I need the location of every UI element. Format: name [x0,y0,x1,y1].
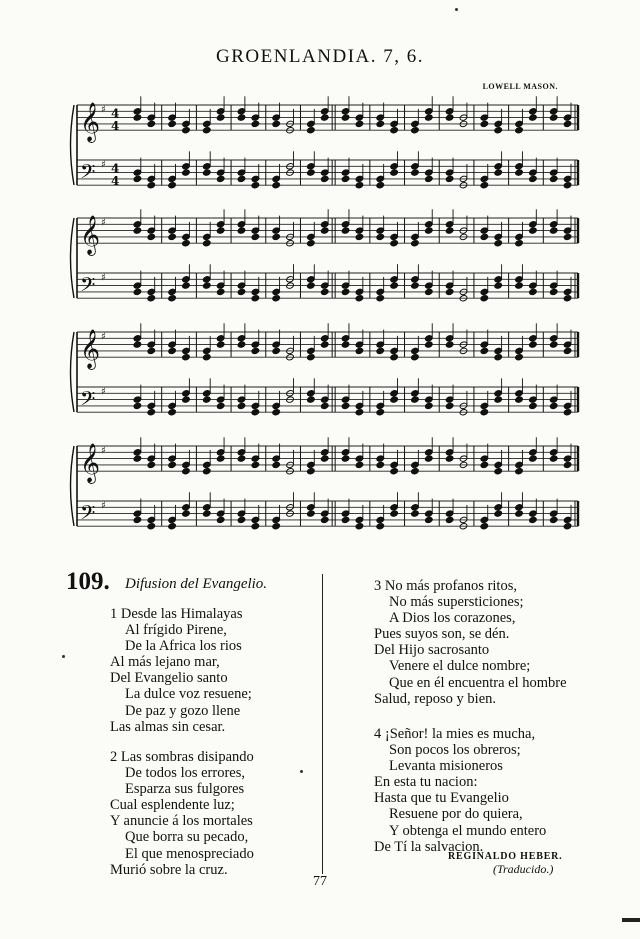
note-head [320,175,329,182]
note-head [216,402,225,409]
note-head [529,402,538,409]
note-head [203,127,212,134]
note-head [307,396,316,403]
verse-line: Las almas sin cesar. [110,718,226,735]
note-head [425,455,434,462]
note-head [168,409,177,416]
sharp-icon: ♯ [101,445,106,457]
note-head [216,175,225,182]
note-head [216,227,225,234]
treble-clef-icon: 𝄞 [80,102,101,143]
note-head [563,295,572,302]
note-head [216,288,225,295]
note-head [203,510,212,517]
note-head [494,169,503,176]
note-head [307,240,316,247]
note-head [480,347,489,354]
note-head [494,354,503,361]
sharp-icon: ♯ [101,217,106,229]
note-head [515,240,524,247]
note-head [272,233,281,240]
note-head [480,409,489,416]
bass-clef-icon: 𝄢 [80,387,96,416]
note-head [216,341,225,348]
verse-line: El que menospreciado [125,845,254,862]
note-head [425,114,434,121]
verse-line: De todos los errores, [125,765,246,782]
note-head [251,347,260,354]
bass-clef-icon: 𝄢 [80,160,96,189]
sharp-icon: ♯ [101,159,106,171]
note-head [203,396,212,403]
note-head [376,233,385,240]
note-head [425,516,434,523]
note-head [307,354,316,361]
author-credit: REGINALDO HEBER. [448,851,563,862]
note-head [320,341,329,348]
sharp-icon: ♯ [101,500,106,512]
note-head [425,227,434,234]
note-head [494,396,503,403]
note-head [168,182,177,189]
verse-line: Al frígido Pirene, [125,622,227,639]
note-head [133,227,142,234]
note-head [425,341,434,348]
note-head [182,240,191,247]
note-head [549,288,558,295]
verse-line: A Dios los corazones, [389,610,516,627]
note-head [320,227,329,234]
note-head [563,409,572,416]
note-head [168,461,177,468]
note-head [320,402,329,409]
note-head [445,402,454,409]
note-head [307,127,316,134]
note-head [182,169,191,176]
sharp-icon: ♯ [101,272,106,284]
note-head [133,114,142,121]
note-head [563,182,572,189]
note-head [147,347,156,354]
note-head [147,409,156,416]
note-head [251,461,260,468]
note-head [529,288,538,295]
note-head [529,114,538,121]
verse-line: Que en él encuentra el hombre [389,674,567,691]
note-head [133,402,142,409]
stanza-2 [110,749,254,878]
note-head [237,114,246,121]
note-head [307,169,316,176]
score-system [71,209,579,302]
note-head [272,347,281,354]
note-head [529,455,538,462]
verse-line: 2 Las sombras disipando [110,749,254,765]
note-head [182,282,191,289]
note-head [480,233,489,240]
note-head [182,396,191,403]
sharp-icon: ♯ [101,331,106,343]
note-head [529,516,538,523]
note-head [147,120,156,127]
note-head [411,510,420,517]
tune-title: GROENLANDIA. 7, 6. [215,46,424,67]
note-head [168,347,177,354]
note-head [515,282,524,289]
note-head [341,516,350,523]
verse-line: Son pocos los obreros; [389,742,521,759]
note-head [251,120,260,127]
note-head [272,182,281,189]
verse-line: De la Africa los rios [125,638,242,655]
verse-line: Al más lejano mar, [110,654,220,671]
note-head [494,510,503,517]
note-head [216,455,225,462]
note-head [272,120,281,127]
verse-line: Cual esplendente luz; [110,797,235,814]
note-head [376,347,385,354]
note-head [411,240,420,247]
note-head [390,127,399,134]
note-head [237,227,246,234]
note-head [237,402,246,409]
note-head [549,516,558,523]
note-head [182,468,191,475]
treble-clef-icon: 𝄞 [80,443,101,484]
note-head [529,175,538,182]
note-head [563,461,572,468]
bass-clef-icon: 𝄢 [80,501,96,530]
note-head [549,455,558,462]
note-head [251,523,260,530]
svg-text:4: 4 [111,174,120,189]
note-head [515,169,524,176]
note-head [494,240,503,247]
note-head [445,455,454,462]
verse-line: Venere el dulce nombre; [389,658,531,675]
hymn-subject: Difusion del Evangelio. [125,576,268,592]
note-head [203,282,212,289]
note-head [425,402,434,409]
note-head [494,282,503,289]
verse-line: 1 Desde las Himalayas [110,606,243,622]
score-system [71,437,579,530]
note-head [203,468,212,475]
treble-clef-icon: 𝄞 [80,329,101,370]
note-head [237,341,246,348]
verse-line: Que borra su pecado, [125,829,249,846]
note-head [425,288,434,295]
note-head [515,396,524,403]
verse-line: Pues suyos son, se dén. [374,626,510,643]
note-head [411,169,420,176]
note-head [320,114,329,121]
svg-text:4: 4 [111,106,120,121]
note-head [320,455,329,462]
note-head [376,409,385,416]
note-head [147,233,156,240]
note-head [549,175,558,182]
note-head [390,169,399,176]
verse-line: Y anuncie á los mortales [110,813,253,830]
note-head [376,182,385,189]
note-head [480,523,489,530]
verse-line: Esparza sus fulgores [125,781,245,798]
verse-line: De Tí la salvacion. [374,838,484,855]
note-head [182,354,191,361]
note-head [515,510,524,517]
ink-speck [62,655,65,658]
note-head [307,510,316,517]
note-head [272,295,281,302]
note-head [549,114,558,121]
note-head [376,523,385,530]
verse-line: Y obtenga el mundo entero [389,822,547,839]
note-head [515,127,524,134]
note-head [203,169,212,176]
verse-line: No más supersticiones; [389,594,524,611]
note-head [355,461,364,468]
note-head [168,523,177,530]
note-head [411,468,420,475]
svg-text:4: 4 [111,119,120,134]
note-head [168,233,177,240]
note-head [445,114,454,121]
verse-line: De paz y gozo llene [125,702,241,719]
note-head [376,120,385,127]
note-head [355,233,364,240]
note-head [341,402,350,409]
note-head [445,288,454,295]
note-head [355,295,364,302]
note-head [147,523,156,530]
note-head [168,295,177,302]
note-head [341,288,350,295]
note-head [237,516,246,523]
score-system [71,96,579,189]
note-head [133,516,142,523]
note-head [549,227,558,234]
note-head [376,295,385,302]
note-head [237,175,246,182]
note-head [445,341,454,348]
note-head [237,288,246,295]
translation-note: (Traducido.) [493,862,554,876]
note-head [182,510,191,517]
stanza-3 [374,578,567,707]
note-head [133,455,142,462]
note-head [182,127,191,134]
stanza-1 [110,606,252,735]
note-head [549,402,558,409]
note-head [341,227,350,234]
note-head [203,240,212,247]
note-head [237,455,246,462]
note-head [355,409,364,416]
verse-line: La dulce voz resuene; [125,686,252,703]
note-head [376,461,385,468]
note-head [390,282,399,289]
note-head [251,233,260,240]
bass-clef-icon: 𝄢 [80,273,96,302]
verse-line: 4 ¡Señor! la mies es mucha, [374,726,536,742]
verse-line: Murió sobre la cruz. [110,861,228,878]
note-head [390,468,399,475]
note-head [203,354,212,361]
note-head [320,288,329,295]
note-head [133,288,142,295]
note-head [390,354,399,361]
svg-text:4: 4 [111,161,120,176]
note-head [445,227,454,234]
note-head [133,175,142,182]
verse-line: Hasta que tu Evangelio [374,790,509,807]
note-head [390,396,399,403]
note-head [515,354,524,361]
page-number: 77 [313,874,327,889]
note-head [147,461,156,468]
note-head [563,233,572,240]
note-head [494,468,503,475]
verse-line: En esta tu nacion: [374,774,478,791]
note-head [168,120,177,127]
note-head [133,341,142,348]
verse-line: Resuene por do quiera, [389,806,523,823]
note-head [341,341,350,348]
note-head [251,295,260,302]
note-head [272,461,281,468]
note-head [355,120,364,127]
note-head [529,341,538,348]
treble-clef-icon: 𝄞 [80,215,101,256]
note-head [411,396,420,403]
note-head [445,175,454,182]
note-head [216,114,225,121]
verse-line: Del Hijo sacrosanto [374,642,490,659]
note-head [494,127,503,134]
note-head [320,516,329,523]
note-head [355,182,364,189]
note-head [515,468,524,475]
note-head [272,523,281,530]
note-head [341,114,350,121]
sharp-icon: ♯ [101,104,106,116]
verse-line: Salud, reposo y bien. [374,690,497,707]
note-head [480,461,489,468]
note-head [445,516,454,523]
score-system [71,323,579,416]
sharp-icon: ♯ [101,386,106,398]
verse-line: Levanta misioneros [389,758,503,775]
note-head [307,282,316,289]
note-head [480,120,489,127]
note-head [529,227,538,234]
note-head [549,341,558,348]
note-head [390,240,399,247]
hymn-number: 109. [66,568,110,595]
column-divider [322,574,323,874]
note-head [272,409,281,416]
note-head [341,455,350,462]
note-head [251,182,260,189]
note-head [147,295,156,302]
note-head [147,182,156,189]
note-head [425,175,434,182]
verse-line: Del Evangelio santo [110,670,228,687]
note-head [480,182,489,189]
note-head [563,347,572,354]
page-edge-mark [622,918,640,922]
note-head [563,523,572,530]
note-head [355,523,364,530]
stanza-4 [374,726,546,855]
ink-speck [300,770,303,773]
note-head [390,510,399,517]
verse-line: 3 No más profanos ritos, [374,578,517,594]
composer-credit: LOWELL MASON. [482,82,558,91]
ink-speck [455,8,458,11]
note-head [411,282,420,289]
note-head [251,409,260,416]
note-head [355,347,364,354]
note-head [480,295,489,302]
note-head [411,127,420,134]
note-head [563,120,572,127]
note-head [307,468,316,475]
note-head [216,516,225,523]
note-head [411,354,420,361]
note-head [341,175,350,182]
